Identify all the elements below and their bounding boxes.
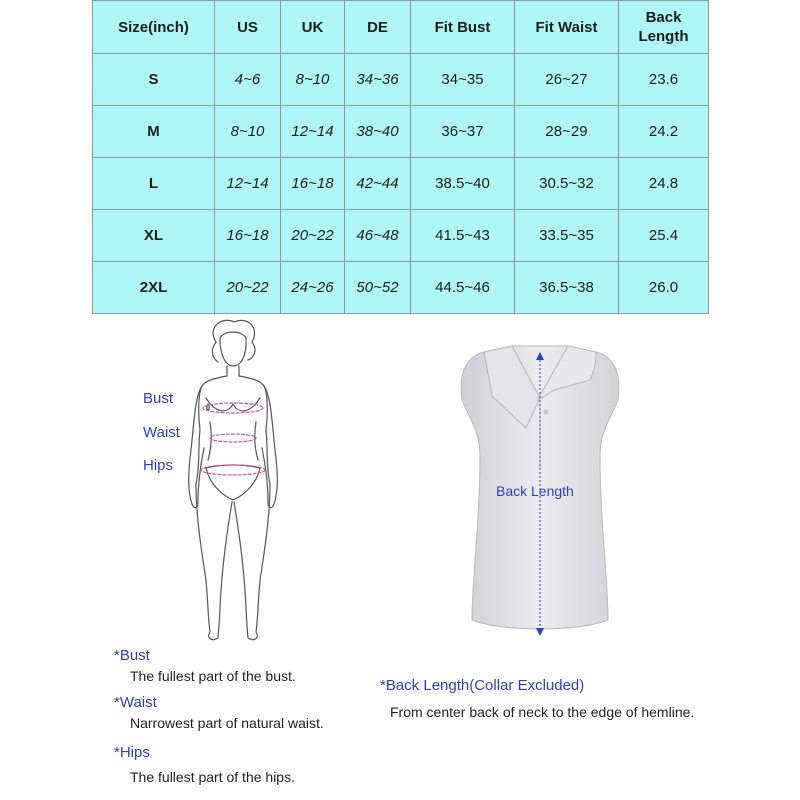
cell-back-length: 25.4 xyxy=(619,210,709,262)
cell-de: 46~48 xyxy=(345,210,411,262)
bust-note-text: The fullest part of the bust. xyxy=(130,668,296,684)
cell-us: 8~10 xyxy=(215,106,281,158)
cell-uk: 8~10 xyxy=(281,54,345,106)
table-header-row xyxy=(93,1,709,54)
cell-fit-waist: 36.5~38 xyxy=(515,262,619,314)
cell-de: 38~40 xyxy=(345,106,411,158)
hips-measure-line xyxy=(201,465,265,475)
cell-us: 20~22 xyxy=(215,262,281,314)
cell-size: L xyxy=(93,158,215,210)
header-fit-waist: Fit Waist xyxy=(515,1,619,54)
cell-size: M xyxy=(93,106,215,158)
cell-back-length: 26.0 xyxy=(619,262,709,314)
cell-fit-waist: 33.5~35 xyxy=(515,210,619,262)
table-row xyxy=(93,54,709,106)
cell-de: 34~36 xyxy=(345,54,411,106)
cell-uk: 16~18 xyxy=(281,158,345,210)
cell-fit-bust: 36~37 xyxy=(411,106,515,158)
back-length-note-text: From center back of neck to the edge of hemline. xyxy=(390,704,695,720)
cell-fit-waist: 28~29 xyxy=(515,106,619,158)
header-us: US xyxy=(215,1,281,54)
cell-fit-bust: 41.5~43 xyxy=(411,210,515,262)
arrow-down-icon xyxy=(536,628,544,636)
cell-size: S xyxy=(93,54,215,106)
cell-us: 4~6 xyxy=(215,54,281,106)
header-de: DE xyxy=(345,1,411,54)
header-uk: UK xyxy=(281,1,345,54)
body-measurement-figure xyxy=(176,318,286,648)
header-fit-bust: Fit Bust xyxy=(411,1,515,54)
cell-size: XL xyxy=(93,210,215,262)
cell-back-length: 23.6 xyxy=(619,54,709,106)
header-back-length: Back Length xyxy=(619,1,709,54)
cell-fit-waist: 26~27 xyxy=(515,54,619,106)
hips-note-text: The fullest part of the hips. xyxy=(130,769,295,785)
cell-uk: 24~26 xyxy=(281,262,345,314)
cell-de: 50~52 xyxy=(345,262,411,314)
cell-us: 16~18 xyxy=(215,210,281,262)
cell-back-length: 24.8 xyxy=(619,158,709,210)
cell-de: 42~44 xyxy=(345,158,411,210)
size-chart-table xyxy=(92,0,709,314)
bust-note-title: *Bust xyxy=(114,647,150,664)
table-row xyxy=(93,106,709,158)
waist-measure-line xyxy=(210,434,256,442)
cell-us: 12~14 xyxy=(215,158,281,210)
table-row xyxy=(93,210,709,262)
cell-fit-bust: 34~35 xyxy=(411,54,515,106)
back-length-label: Back Length xyxy=(496,483,574,499)
cell-uk: 12~14 xyxy=(281,106,345,158)
cell-uk: 20~22 xyxy=(281,210,345,262)
waist-note-title: *Waist xyxy=(114,694,157,711)
cell-size: 2XL xyxy=(93,262,215,314)
back-length-note-title: *Back Length(Collar Excluded) xyxy=(380,677,585,694)
hips-label: Hips xyxy=(143,457,174,474)
waist-note-text: Narrowest part of natural waist. xyxy=(130,715,324,731)
waist-label: Waist xyxy=(143,424,180,441)
cell-back-length: 24.2 xyxy=(619,106,709,158)
header-size: Size(inch) xyxy=(93,1,215,54)
cell-fit-bust: 38.5~40 xyxy=(411,158,515,210)
hips-note-title: *Hips xyxy=(114,744,150,761)
cell-fit-bust: 44.5~46 xyxy=(411,262,515,314)
cell-fit-waist: 30.5~32 xyxy=(515,158,619,210)
table-row xyxy=(93,158,709,210)
bust-label: Bust xyxy=(143,390,174,407)
table-row xyxy=(93,262,709,314)
